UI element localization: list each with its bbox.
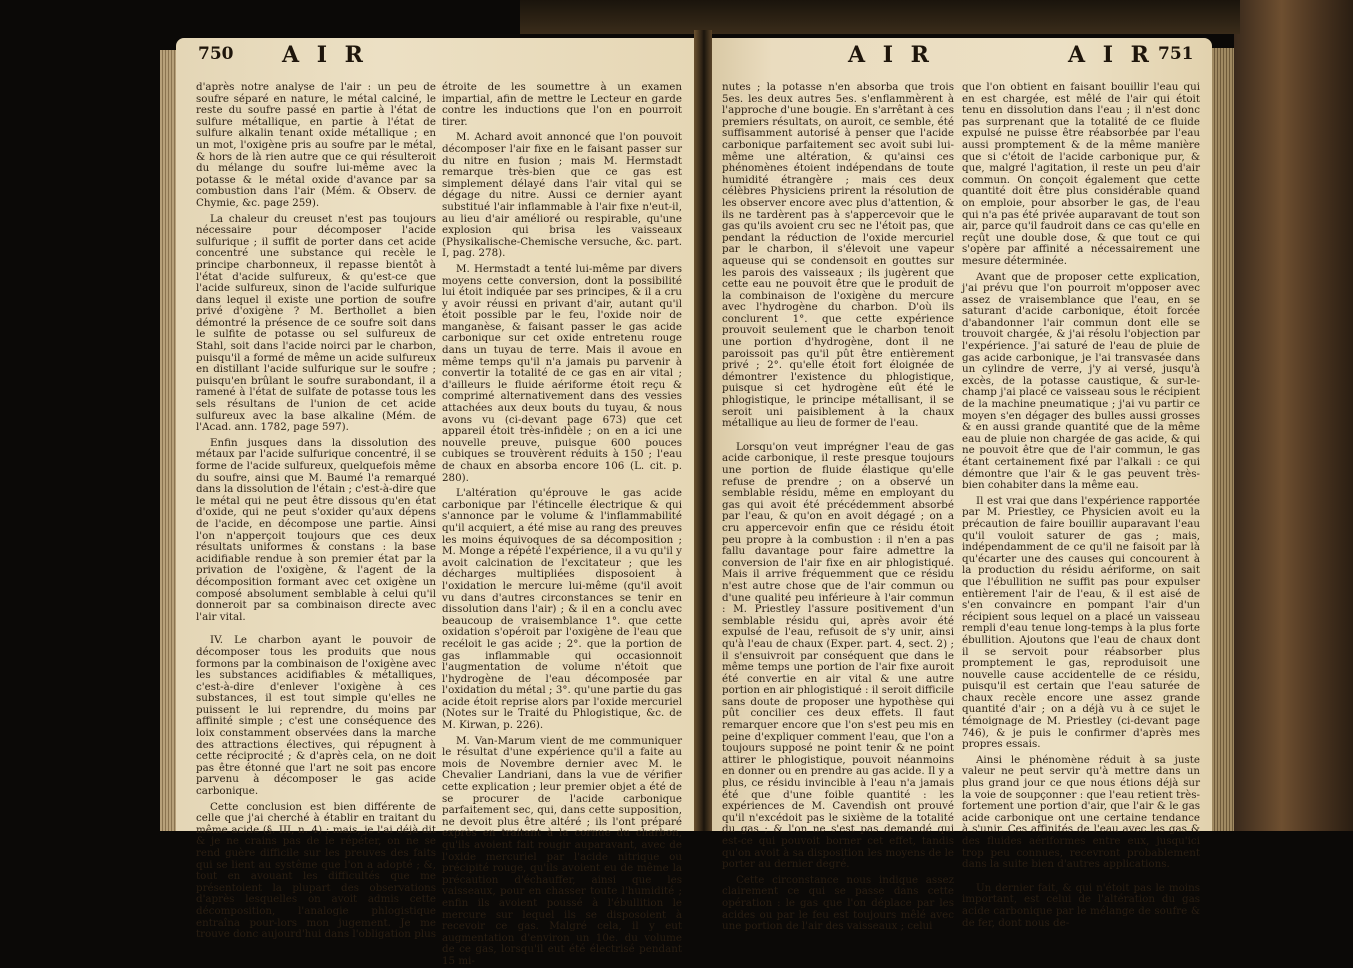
left-page-edges bbox=[160, 50, 176, 831]
left-page-number: 750 bbox=[198, 44, 234, 64]
left-page-column-1 bbox=[196, 81, 436, 941]
paragraph: d'après notre analyse de l'air : un peu de soufre séparé en nature, le métal calciné, le reste du soufre passé en partie à l'état de sulfure métallique, en partie à l'état de sulfure alkalin tenant oxide métallique ; en un mot, l'oxigène pris au soufre par le métal, & hors de là rien autre que ce qui résulteroit du mélange du soufre lui-même avec la potasse & le métal oxide d'avance par sa combustion dans l'air (Mém. & Observ. de Chymie, &c. page 259). bbox=[196, 81, 436, 209]
paragraph: La chaleur du creuset n'est pas toujours nécessaire pour décomposer l'acide sulfurique ; il suffit de porter dans cet acide concentré une substance qui recèle le principe charbonneux, il repasse bientôt à l'état d'acide sulfureux, & qu'est-ce que l'acide sulfureux, sinon de l'acide sulfurique dans lequel il existe une portion de soufre privé d'oxigène ? M. Berthollet a bien démontré la présence de ce soufre soit dans le sulfite de potasse ou sel sulfureux de Stahl, soit dans l'acide noirci par le charbon, puisqu'il a formé de même un acide sulfureux en distillant l'acide sulfurique sur le soufre ; puisqu'en brûlant le soufre surabondant, il a ramené à l'état de sulfate de potasse tous les sels résultans de l'union de cet acide sulfureux avec la base alkaline (Mém. de l'Acad. ann. 1782, page 597). bbox=[196, 212, 436, 434]
paragraph: Cette circonstance nous indique assez clairement ce qui se passe dans cette opération : le gas que l'on déplace par les acides ou par le feu est toujours mêlé avec une portion de l'air des vaisseaux ; celui bbox=[722, 873, 954, 933]
paragraph: Il est vrai que dans l'expérience rapportée par M. Priestley, ce Physicien avoit eu la précaution de faire bouillir auparavant l'eau qu'il vouloit saturer de gas ; mais, indépendamment de ce qu'il ne faisoit par là qu'écarter une des causes qui concourent à la production du résidu aériforme, on sait que l'ébullition ne suffit pas pour expulser entièrement l'air de l'eau, & il est aisé de s'en convaincre en pompant l'air d'un récipient sous lequel on a placé un vaisseau rempli d'eau tenue long-temps à la plus forte ébullition. Ajoutons que l'eau de chaux dont il se servoit pour réabsorber plus promptement le gas, reproduisoit une nouvelle cause accidentelle de ce résidu, puisqu'il est certain que l'eau saturée de chaux recèle encore une assez grande quantité d'air ; on a déjà vu à ce sujet le témoignage de M. Priestley (ci-devant page 746), & je puis le confirmer d'après mes propres essais. bbox=[962, 494, 1200, 751]
right-running-head-b: A I R bbox=[1068, 42, 1154, 68]
paragraph: IV. Le charbon ayant le pouvoir de décomposer tous les produits que nous formons par la combinaison de l'oxigène avec les substances acidifiables & métalliques, c'est-à-dire d'enlever l'oxigène à ces substances, il est tout simple qu'elles ne puissent le lui reprendre, du moins par affinité simple ; c'est une conséquence des loix constamment observées dans la marche des attractions électives, qui répugnent à cette réciprocité ; & d'après cela, on ne doit pas être étonné que l'art ne soit pas encore parvenu à décomposer le gas acide carbonique. bbox=[196, 634, 436, 798]
paragraph: Ainsi le phénomène réduit à sa juste valeur ne peut servir qu'à mettre dans un plus grand jour ce que nous étions déjà sur la voie de soupçonner : que l'eau retient très-fortement une portion d'air, que l'air & le gas acide carbonique ont une certaine tendance à s'unir. Ces affinités de l'eau avec les gas & des fluides aériformes entre eux, jusqu'ici trop peu connues, recevront probablement dans la suite bien d'autres applications. bbox=[962, 753, 1200, 871]
paragraph: M. Achard avoit annoncé que l'on pouvoit décomposer l'air fixe en le faisant passer sur du nitre en fusion ; mais M. Hermstadt remarque très-bien que ce gas est simplement délayé dans l'air vital qui se dégage du nitre. Aussi ce dernier ayant substitué l'air inflammable à l'air fixe n'eut-il, au lieu d'air amélioré ou respirable, qu'une explosion qui brisa les vaisseaux (Physikalische-Chemische versuche, &c. part. I, pag. 278). bbox=[442, 131, 682, 260]
left-running-head: A I R bbox=[282, 42, 368, 68]
book-cover-edge bbox=[520, 0, 1240, 34]
book-gutter bbox=[694, 30, 712, 831]
paragraph: Un dernier fait, & qui n'étoit pas le moins important, est celui de l'altération du gas acide carbonique par le mélange de soufre & de fer, dont nous de- bbox=[962, 881, 1200, 929]
paragraph: nutes ; la potasse n'en absorba que trois 5es. les deux autres 5es. s'enflammèrent à l'approche d'une bougie. En s'arrêtant à ces premiers résultats, on auroit, ce semble, été suffisamment autorisé à penser que l'acide carbonique parfaitement sec avoit subi lui-même une altération, & qu'ainsi ces phénomènes étoient indépendans de toute humidité étrangère ; mais ces deux célèbres Physiciens prirent la résolution de les observer encore avec plus d'attention, & ils ne tardèrent pas à s'appercevoir que le gas qu'ils avoient cru sec ne l'étoit pas, que pendant la réduction de l'oxide mercuriel par le charbon, il s'élevoit une vapeur aqueuse qui se condensoit en gouttes sur les parois des vaisseaux ; ils jugèrent que cette eau ne pouvoit être que le produit de la combinaison de l'oxigène du mercure avec l'hydrogène du charbon. D'où ils conclurent 1°. que cette expérience prouvoit seulement que le charbon tenoit une portion d'hydrogène, dont il ne paroissoit pas qu'il pût être entièrement privé ; 2°. qu'elle étoit fort éloignée de démontrer l'existence du phlogistique, puisque si cet hydrogène eût été le phlogistique, le principe métallisant, il se seroit uni paisiblement à la chaux métallique au lieu de former de l'eau. bbox=[722, 81, 954, 430]
paragraph: Cette conclusion est bien différente de celle que j'ai cherché à établir en traitant du même acide (§. III, n. 4) ; mais, je l'ai déjà dit & je ne crains pas de le répéter, on ne se rend guère difficile sur les preuves des faits qui se lient au systême que l'on a adopté ; &, tout en avouant les difficultés que me présentoient la plupart des observations d'après lesquelles on avoit admis cette décomposition, l'analogie phlogistique entraîna pour-lors mon jugement. Je me trouve donc aujourd'hui dans l'obligation plus bbox=[196, 800, 436, 941]
right-page-column-2 bbox=[962, 81, 1200, 929]
left-page-column-2 bbox=[442, 81, 682, 967]
paragraph: étroite de les soumettre à un examen impartial, afin de mettre le Lecteur en garde contre les inductions que l'on en pourroit tirer. bbox=[442, 81, 682, 128]
paragraph: M. Hermstadt a tenté lui-même par divers moyens cette conversion, dont la possibilité lui étoit indiquée par ses principes, & il a cru y avoir réussi en privant d'air, autant qu'il étoit possible par le feu, l'oxide noir de manganèse, & faisant passer le gas acide carbonique sur cet oxide entretenu rouge dans un tuyau de terre. Mais il avoue en même temps qu'il n'a jamais pu parvenir à convertir la totalité de ce gas en air vital ; d'ailleurs le fluide aériforme étoit reçu & comprimé alternativement dans des vessies attachées aux deux bouts du tuyau, & nous avons vu (ci-devant page 673) que cet appareil étoit très-infidèle ; on en a ici une nouvelle preuve, puisque 600 pouces cubiques se trouvèrent réduits à 150 ; l'eau de chaux en absorba encore 106 (L. cit. p. 280). bbox=[442, 262, 682, 484]
paragraph: L'altération qu'éprouve le gas acide carbonique par l'étincelle électrique & qui s'annonce par le volume & l'inflammabilité qu'il acquiert, a été mise au rang des preuves les moins équivoques de sa décomposition ; M. Monge a répété l'expérience, il a vu qu'il y avoit calcination de l'excitateur ; que les décharges multipliées disposoient à l'oxidation le mercure lui-même (qu'il avoit vu dans d'autres circonstances se tenir en dissolution dans l'air) ; & il en a conclu avec beaucoup de vraisemblance 1°. que cette oxidation s'opéroit par l'oxigène de l'eau que recéloit le gas acide ; 2°. que la portion de gas inflammable qui occasionnoit l'augmentation de volume n'étoit que l'hydrogène de l'eau décomposée par l'oxidation du métal ; 3°. qu'une partie du gas acide étoit reprise alors par l'oxide mercuriel (Notes sur le Traité du Phlogistique, &c. de M. Kirwan, p. 226). bbox=[442, 487, 682, 732]
background-curtain bbox=[1234, 0, 1353, 831]
paragraph: Enfin jusques dans la dissolution des métaux par l'acide sulfurique concentré, il se forme de l'acide sulfureux, quelquefois même du soufre, ainsi que M. Baumé l'a remarqué dans la dissolution de l'étain ; c'est-à-dire que le métal qui ne peut être dissous qu'en état d'oxide, qui ne peut s'oxider qu'aux dépens de l'acide, en décompose une partie. Ainsi l'on n'apperçoit toujours que ces deux résultats uniformes & constans : la base acidifiable rendue à son premier état par la privation de l'oxigène, & l'agent de la décomposition formant avec cet oxigène un composé absolument semblable à celui qu'il donneroit par sa combinaison directe avec l'air vital. bbox=[196, 436, 436, 623]
paragraph: que l'on obtient en faisant bouillir l'eau qui en est chargée, est mêlé de l'air qui étoit tenu en dissolution dans l'eau ; il n'est donc pas surprenant que la totalité de ce fluide expulsé ne puisse être réabsorbée par l'eau aussi promptement & de la même manière que si c'étoit de l'acide carbonique pur, & que, malgré l'agitation, il reste un peu d'air commun. On conçoit également que cette quantité doit être plus considérable quand on emploie, pour absorber le gas, de l'eau qui n'a pas été privée auparavant de tout son air, parce qu'il faudroit dans ce cas qu'elle en reçût une double dose, & que tout ce qui s'opère par affinité a nécessairement une mesure déterminée. bbox=[962, 81, 1200, 267]
right-page-column-1 bbox=[722, 81, 954, 933]
paragraph: Lorsqu'on veut imprégner l'eau de gas acide carbonique, il reste presque toujours une portion de fluide élastique qu'elle refuse de prendre ; on a observé un semblable résidu, même en employant du gas qui avoit été précédemment absorbé par l'eau, & qu'on en avoit dégagé ; on a cru appercevoir enfin que ce résidu étoit peu propre à la combustion : il n'en a pas fallu davantage pour faire admettre la conversion de l'air fixe en air phlogistiqué. Mais il arrive fréquemment que ce résidu n'est autre chose que de l'air commun ou d'une qualité peu inférieure à l'air commun : M. Priestley l'assure positivement d'un semblable résidu qui, après avoir été expulsé de l'eau, refusoit de s'y unir, ainsi qu'à l'eau de chaux (Exper. part. 4, sect. 2) ; il s'ensuivroit par conséquent que dans le même temps une portion de l'air fixe auroit été convertie en air vital & une autre portion en air phlogistiqué : il seroit difficile sans doute de proposer une hypothèse qui pût concilier ces deux effets. Il faut remarquer encore que l'on s'est peu mis en peine d'expliquer comment l'eau, que l'on a toujours supposé ne point tenir & ne point attirer le phlogistique, pouvoit néanmoins en donner ou en prendre au gas acide. Il y a plus, ce résidu invincible à l'eau n'a jamais été que d'une foible quantité : les expériences de M. Cavendish ont prouvé qu'il n'excédoit pas le sixième de la totalité du gas ; & l'on ne s'est pas demandé qui est-ce qui pouvoit borner cet effet, tandis qu'on avoit à sa disposition les moyens de le porter au dernier degré. bbox=[722, 440, 954, 871]
paragraph: M. Van-Marum vient de me communiquer le résultat d'une expérience qu'il a faite au mois de Novembre dernier avec M. le Chevalier Landriani, dans la vue de vérifier cette explication ; leur premier objet a été de se procurer de l'acide carbonique parfaitement sec, qui, dans cette supposition, ne devoit plus être altéré ; ils l'ont préparé exprès en traitant à la cornue du charbon, qu'ils avoient fait rougir auparavant, avec de l'oxide mercuriel par l'acide nitrique ou précipité rouge, qu'ils avoient eu de même la précaution d'échauffer, ainsi que les vaisseaux, pour en chasser toute l'humidité ; enfin ils avoient poussé à l'ébullition le mercure sur lequel ils se disposoient à recevoir ce gas. Malgré cela, il y eut augmentation d'environ un 10e. du volume de ce gas, lorsqu'il eut été électrisé pendant 15 mi- bbox=[442, 734, 682, 967]
right-page-number: 751 bbox=[1158, 44, 1194, 64]
right-running-head-a: A I R bbox=[848, 42, 934, 68]
right-page-edges bbox=[1212, 48, 1234, 831]
paragraph: Avant que de proposer cette explication, j'ai prévu que l'on pourroit m'opposer avec assez de vraisemblance que l'eau, en se saturant d'acide carbonique, étoit forcée d'abandonner l'air commun dont elle se trouvoit chargée, & j'ai résolu l'objection par l'expérience. J'ai saturé de l'eau de pluie de gas acide carbonique, je l'ai transvasée dans un cylindre de verre, j'y ai versé, jusqu'à excès, de la potasse caustique, & sur-le-champ j'ai placé ce vaisseau sous le récipient de la machine pneumatique ; j'ai vu partir ce moyen s'en dégager des bulles aussi grosses & en aussi grande quantité que de la même eau de pluie non chargée de gas acide, & qui ne pouvoit être que de l'air commun, le gas étant certainement fixé par l'alkali : ce qui démontre que l'air & le gas peuvent très-bien cohabiter dans la même eau. bbox=[962, 270, 1200, 492]
